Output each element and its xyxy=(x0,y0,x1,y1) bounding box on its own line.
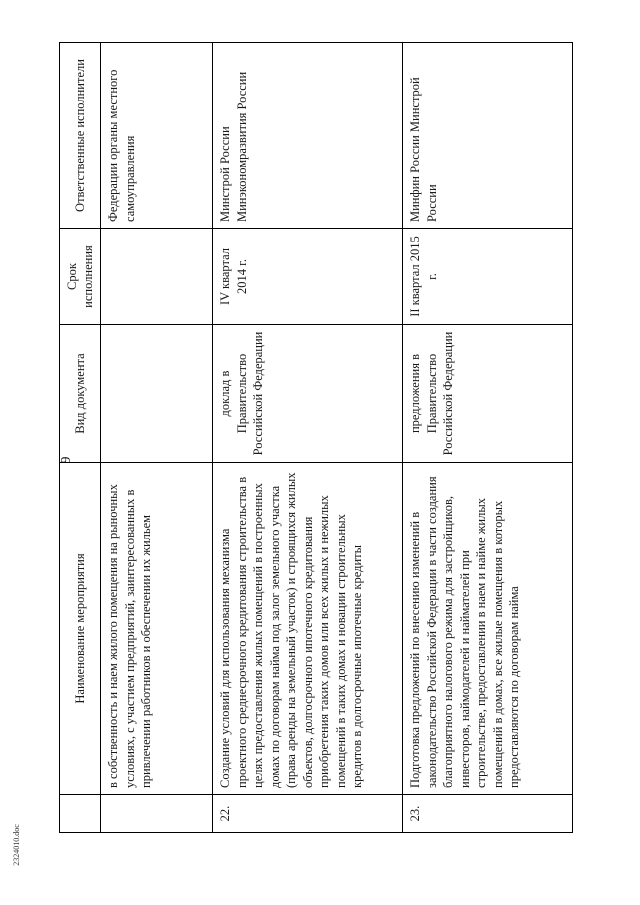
table-row xyxy=(403,43,573,833)
header-deadline: Срок исполнения xyxy=(60,229,101,325)
document-code: 2324010.doc xyxy=(12,824,21,866)
row-number: 22. xyxy=(213,795,403,833)
row-responsible: Федерации органы местного самоуправления xyxy=(101,43,213,229)
header-doc-type: Вид документа xyxy=(60,325,101,463)
row-responsible: Минфин России Минстрой России xyxy=(403,43,573,229)
row-name: Подготовка предложений по внесению изменений в законодательство Российской Федерации в части создания благоприятного налогового режима для застройщиков, инвесторов, наймодателей и наймателей при строительстве, предоставлении в наем и найме жилых помещений в домах, все жилые помещения в которых предоставляются по договорам найма xyxy=(403,463,573,795)
measures-table xyxy=(59,42,573,833)
header-number xyxy=(60,795,101,833)
row-doc-type xyxy=(101,325,213,463)
row-number xyxy=(101,795,213,833)
row-deadline: IV квартал 2014 г. xyxy=(213,229,403,325)
row-responsible: Минстрой России Минэкономразвития России xyxy=(213,43,403,229)
header-name: Наименование мероприятия xyxy=(60,463,101,795)
rotated-table-container xyxy=(59,43,579,833)
row-number: 23. xyxy=(403,795,573,833)
row-deadline: II квартал 2015 г. xyxy=(403,229,573,325)
row-doc-type: доклад в Правительство Российской Федерации xyxy=(213,325,403,463)
table-row xyxy=(101,43,213,833)
row-deadline xyxy=(101,229,213,325)
row-name: Создание условий для использования механизма проектного среднесрочного кредитования строительства в целях предоставления жилых помещений в построенных домах по договорам найма под залог земельного участка (права аренды на земельный участок) и строящихся жилых объектов, долгосрочного ипотечного кредитования приобретения таких домов или всех жилых и нежилых помещений в таких домах и новации строительных кредитов в долгосрочные ипотечные кредиты xyxy=(213,463,403,795)
table-row xyxy=(213,43,403,833)
header-responsible: Ответственные исполнители xyxy=(60,43,101,229)
page-number: 9 xyxy=(59,456,74,464)
row-name: в собственность и наем жилого помещения на рыночных условиях, с участием предприятий, заинтересованных в привлечении работников и обеспечении их жильем xyxy=(101,463,213,795)
table-header-row xyxy=(60,43,101,833)
row-doc-type: предложения в Правительство Российской Федерации xyxy=(403,325,573,463)
